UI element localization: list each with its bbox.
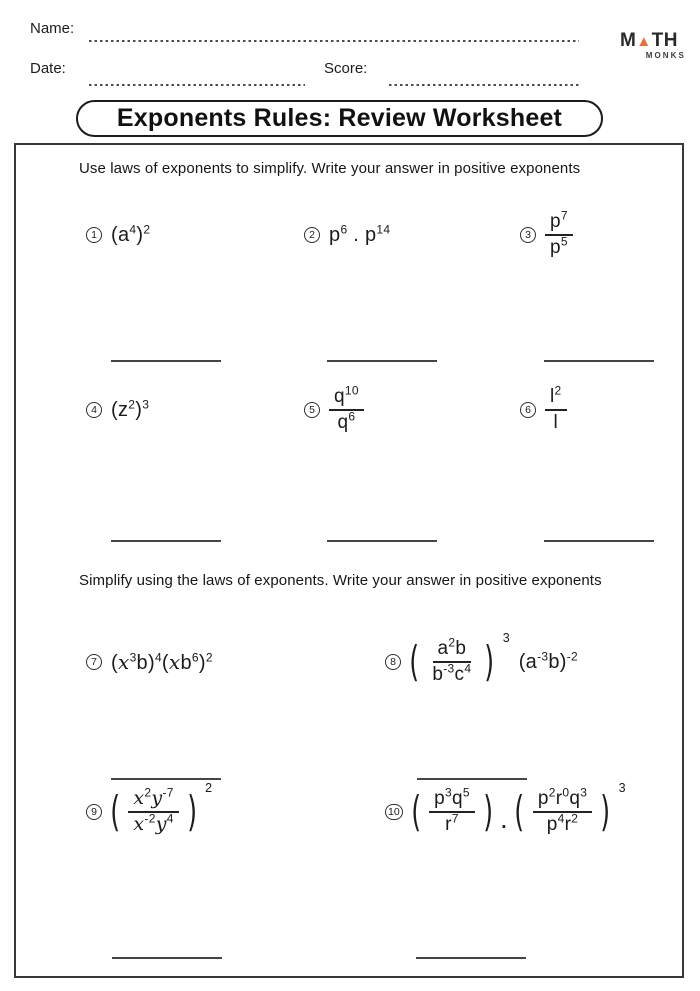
problem-number: 1	[86, 227, 102, 243]
problem-number: 6	[520, 402, 536, 418]
denominator: $b^{-3}c^4$	[432, 661, 472, 685]
denominator: $p^5$	[550, 234, 568, 258]
worksheet-box	[14, 143, 684, 978]
triangle-icon: ▲	[636, 33, 652, 50]
numerator: $a^2b$	[433, 638, 472, 663]
fraction	[329, 383, 364, 434]
math-expression: $(a^{-3}b)^{-2}$	[518, 648, 579, 673]
math-monks-logo	[608, 31, 690, 60]
name-fill-line	[89, 40, 579, 42]
paren-open: (	[409, 637, 420, 686]
answer-line-1	[111, 360, 221, 362]
answer-line-3	[544, 360, 654, 362]
math-expression: $(z^2)^3$	[111, 396, 150, 421]
math-expression: $(a^4)^2$	[111, 221, 151, 246]
problem-7	[86, 630, 213, 694]
paren-open: (	[514, 787, 525, 836]
section1-instruction: Use laws of exponents to simplify. Write your answer in positive exponents	[79, 160, 581, 177]
denominator: $p^4r^2$	[546, 811, 579, 835]
problem-number: 3	[520, 227, 536, 243]
answer-line-4	[111, 540, 221, 542]
denominator: $x^{-2}y^4$	[133, 811, 174, 835]
worksheet-title-pill	[76, 100, 603, 137]
answer-line-5	[327, 540, 437, 542]
problem-8: 8 ( $\frac{a^2b}{b^{-3}c^4}$ ) 3 $(a^{-3}b)^{-2}$	[385, 630, 578, 694]
math-expression: $(x^3b)^4(xb^6)^2$	[111, 649, 213, 674]
paren-open: (	[110, 787, 121, 836]
section2-instruction: Simplify using the laws of exponents. Write your answer in positive exponents	[79, 572, 602, 589]
problem-number: 4	[86, 402, 102, 418]
denominator: $r^7$	[445, 811, 459, 835]
fraction	[427, 635, 476, 686]
logo-math-text: M▲TH	[619, 30, 678, 51]
score-label: Score:	[324, 60, 368, 77]
name-label: Name:	[30, 20, 75, 37]
numerator: $x^2y^{-7}$	[128, 788, 178, 813]
numerator: $p^2r^0q^3$	[533, 788, 592, 813]
problem-5	[304, 378, 364, 442]
answer-line-10	[416, 957, 526, 959]
paren-open: (	[410, 787, 421, 836]
answer-line-9	[112, 957, 222, 959]
worksheet-title: Exponents Rules: Review Worksheet	[116, 104, 563, 132]
problem-6	[520, 378, 567, 442]
numerator: $p^3q^5$	[429, 788, 475, 813]
numerator: $p^7$	[545, 211, 573, 236]
numerator: $l^2$	[545, 386, 567, 411]
logo-monks-text: MONKS	[645, 51, 686, 60]
problem-4	[86, 378, 149, 442]
fraction	[545, 208, 573, 259]
problem-number: 10	[385, 804, 403, 820]
problem-number: 5	[304, 402, 320, 418]
paren-close: )	[484, 637, 495, 686]
problem-2	[304, 203, 390, 267]
answer-line-2	[327, 360, 437, 362]
problem-number: 7	[86, 654, 102, 670]
fraction	[545, 383, 567, 434]
problem-number: 9	[86, 804, 102, 820]
paren-close: )	[600, 787, 611, 836]
fraction	[128, 785, 178, 836]
fraction	[429, 785, 475, 836]
date-label: Date:	[30, 60, 66, 77]
denominator: l	[553, 412, 559, 433]
numerator: $q^{10}$	[329, 386, 364, 411]
problem-9: 9 ( $\frac{x^2y^{-7}}{x^{-2}y^4}$ ) 2	[86, 780, 212, 844]
fraction	[533, 785, 592, 836]
multiply-dot: .	[501, 812, 507, 833]
problem-3	[520, 203, 573, 267]
problem-1	[86, 203, 150, 267]
math-expression: $p^6$ . $p^{14}$	[329, 221, 391, 246]
denominator: $q^6$	[337, 409, 356, 433]
paren-close: )	[483, 787, 493, 836]
problem-number: 2	[304, 227, 320, 243]
paren-close: )	[186, 787, 197, 836]
problem-number: 8	[385, 654, 401, 670]
date-fill-line	[89, 84, 305, 86]
answer-line-6	[544, 540, 654, 542]
score-fill-line	[389, 84, 579, 86]
problem-10: 10 ( $\frac{p^3q^5}{r^7}$ ) . ( $\frac{p^2r^0q^3}{p^4r^2}$ ) 3	[385, 780, 626, 844]
